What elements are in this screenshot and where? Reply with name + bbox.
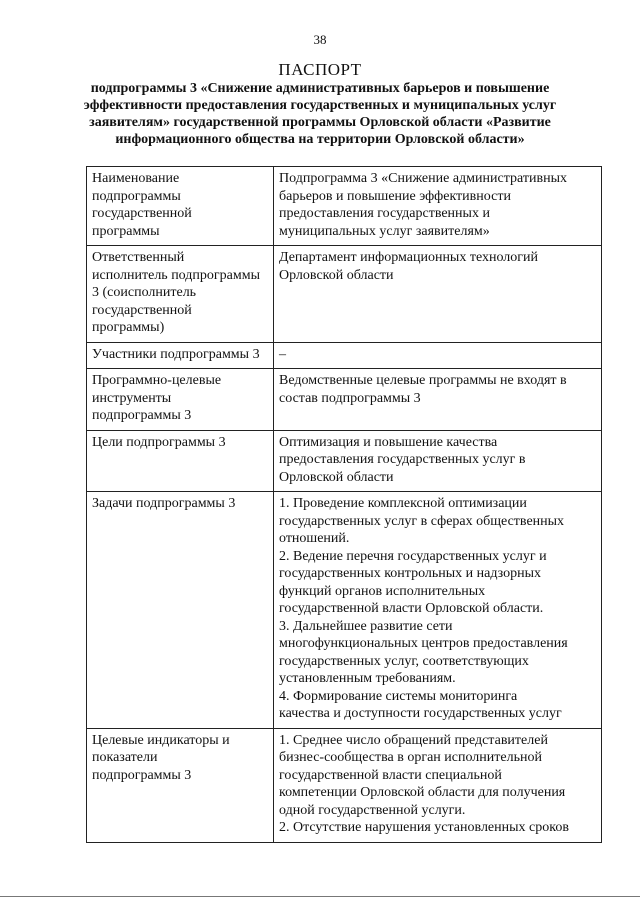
value-line: предоставления государственных и [279, 206, 490, 221]
label-line: 3 (соисполнитель [92, 285, 197, 300]
value-line: 2. Ведение перечня государственных услуг и [279, 548, 547, 564]
row-responsible-executor [87, 246, 602, 343]
value-line: функций органов исполнительных [279, 583, 486, 599]
label-line: подпрограммы 3 [92, 408, 192, 423]
row-goals [87, 430, 602, 492]
label-line: Участники подпрограммы 3 [92, 346, 260, 362]
document-subtitle [80, 80, 560, 148]
label-line: исполнитель подпрограммы [92, 267, 260, 283]
label-cell [87, 342, 274, 369]
label-line: программы [92, 223, 160, 239]
value-line: 1. Проведение комплексной оптимизации [279, 496, 527, 511]
page-number: 38 [313, 32, 327, 47]
value-line: Ведомственные целевые программы не входят в [279, 373, 567, 388]
passport-table-body [87, 167, 602, 843]
label-cell [87, 167, 274, 246]
label-line: Задачи подпрограммы 3 [92, 496, 236, 511]
value-cell [274, 167, 602, 246]
value-line: одной государственной услуги. [279, 802, 466, 818]
value-line: бизнес-сообщества в орган исполнительной [279, 750, 542, 765]
subtitle-line: подпрограммы 3 «Снижение административных барьеров и повышение [90, 81, 550, 96]
value-line: Орловской области [279, 469, 394, 485]
label-line: показатели [92, 750, 158, 765]
label-cell [87, 430, 274, 492]
value-cell [274, 492, 602, 729]
value-line: Оптимизация и повышение качества [279, 434, 498, 450]
value-cell [274, 369, 602, 431]
value-line: 2. Отсутствие нарушения установленных сроков [279, 820, 569, 835]
label-cell [87, 246, 274, 343]
label-line: Наименование [92, 171, 180, 186]
value-line: государственной власти специальной [279, 767, 502, 783]
value-line: отношений. [279, 531, 350, 546]
label-line: программы) [92, 320, 165, 335]
label-line: государственной [92, 206, 192, 221]
value-line: качества и доступности государственных услуг [279, 706, 562, 721]
label-line: инструменты [92, 390, 172, 406]
value-line: государственной власти Орловской области. [279, 601, 544, 616]
label-line: подпрограммы 3 [92, 767, 192, 783]
subtitle-line: заявителям» государственной программы Орловской области «Развитие [89, 115, 551, 130]
label-line: Программно-целевые [92, 373, 222, 388]
value-line: Орловской области [279, 267, 394, 283]
label-cell [87, 369, 274, 431]
value-cell [274, 246, 602, 343]
value-line: 4. Формирование системы мониторинга [279, 688, 518, 704]
subtitle-line: эффективности предоставления государственных и муниципальных услуг [83, 98, 557, 113]
value-line: Департамент информационных технологий [279, 250, 539, 265]
label-line: Целевые индикаторы и [92, 732, 230, 748]
value-line: муниципальных услуг заявителям» [279, 223, 490, 239]
value-line: государственных контрольных и надзорных [279, 566, 541, 581]
value-line: состав подпрограммы 3 [279, 390, 421, 406]
value-line: 1. Среднее число обращений представителей [279, 732, 548, 748]
label-line: подпрограммы [92, 188, 181, 204]
page-bottom-rule [0, 896, 640, 897]
value-line: – [279, 346, 286, 362]
label-line: государственной [92, 302, 192, 318]
row-program-name [87, 167, 602, 246]
value-line: государственных услуг в сферах общественных [279, 513, 565, 529]
row-indicators [87, 728, 602, 842]
row-participants [87, 342, 602, 369]
document-title: ПАСПОРТ [278, 60, 362, 79]
value-line: компетенции Орловской области для получения [279, 785, 566, 800]
value-line: государственных услуг, соответствующих [279, 653, 529, 669]
subtitle-line: информационного общества на территории Орловской области» [115, 132, 525, 147]
value-cell [274, 728, 602, 842]
value-cell [274, 342, 602, 369]
value-cell [274, 430, 602, 492]
value-line: предоставления государственных услуг в [279, 452, 526, 467]
label-cell [87, 492, 274, 729]
row-instruments [87, 369, 602, 431]
label-line: Ответственный [92, 250, 185, 265]
value-line: 3. Дальнейшее развитие сети [279, 618, 453, 634]
row-tasks [87, 492, 602, 729]
passport-table [86, 166, 602, 843]
value-line: многофункциональных центров предоставления [279, 636, 568, 651]
label-cell [87, 728, 274, 842]
label-line: Цели подпрограммы 3 [92, 434, 226, 450]
value-line: установленным требованиям. [279, 671, 456, 686]
value-line: Подпрограмма 3 «Снижение административных [279, 171, 567, 186]
value-line: барьеров и повышение эффективности [279, 188, 511, 204]
